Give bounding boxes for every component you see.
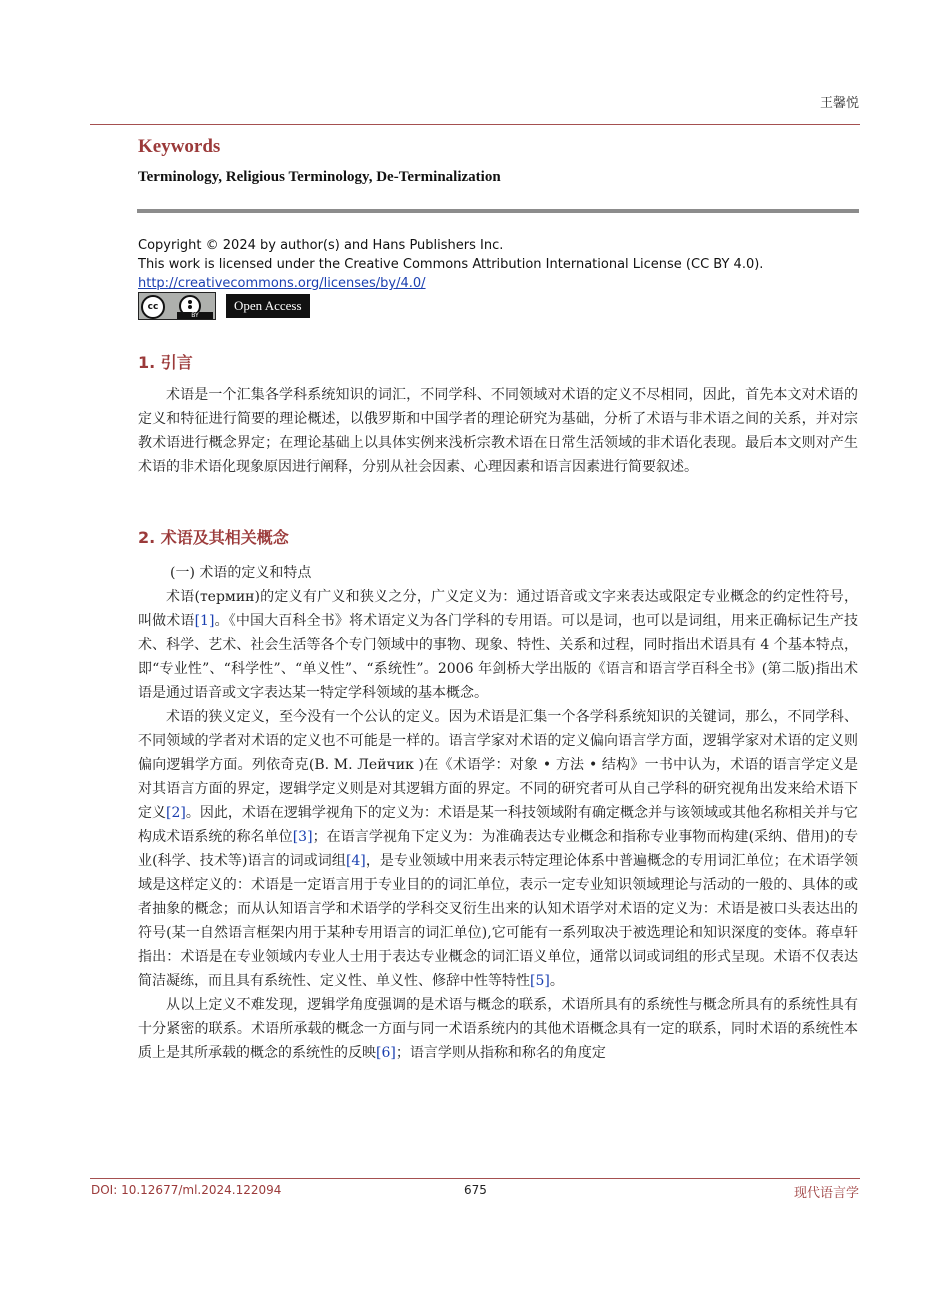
- license-badges: [138, 292, 310, 320]
- header-divider: [90, 124, 860, 125]
- text-run: 从以上定义不难发现，逻辑学角度强调的是术语与概念的联系，术语所具有的系统性与概念所具有的系统性具有十分紧密的联系。术语所承载的概念一方面与同一术语系统内的其他术语概念具有一定的联系，同时术语的系统性本质上是其所承载的概念的系统性的反映: [138, 997, 858, 1061]
- text-run: 。《中国大百科全书》将术语定义为各门学科的专用语。可以是词，也可以是词组，用来正确标记生产技术、科学、艺术、社会生活等各个专门领域中的事物、现象、特性、关系和过程，同时指出术语具有 4 个基本特点，即“专业性”、“科学性”、“单义性”、“系统性”。2006 年剑桥大学出版的《语言和语言学百科全书》(第二版)指出术语是通过语音或文字表达某一特定学科领域的基本概念。: [138, 613, 859, 701]
- section-2-title: 2. 术语及其相关概念: [138, 528, 289, 547]
- section-divider: [137, 209, 859, 213]
- license-line: This work is licensed under the Creative Commons Attribution International License (CC BY 4.0).: [138, 257, 764, 272]
- intro-paragraph: 术语是一个汇集各学科系统知识的词汇，不同学科、不同领域对术语的定义不尽相同，因此，首先本文对术语的定义和特征进行简要的理论概述，以俄罗斯和中国学者的理论研究为基础，分析了术语与非术语之间的关系，并对宗教术语进行概念界定；在理论基础上以具体实例来浅析宗教术语在日常生活领域的非术语化表现。最后本文则对产生术语的非术语化现象原因进行阐释，分别从社会因素、心理因素和语言因素进行简要叙述。: [138, 387, 858, 475]
- running-header-author: 王馨悦: [819, 96, 859, 111]
- license-block: [138, 236, 763, 293]
- copyright-line: Copyright © 2024 by author(s) and Hans Publishers Inc.: [138, 238, 504, 253]
- footer-divider: [90, 1178, 860, 1179]
- text-run: 。: [549, 973, 564, 989]
- citation-link[interactable]: [2]: [166, 805, 186, 821]
- journal-name: 现代语言学: [793, 1186, 859, 1201]
- text-run: ，是专业领域中用来表示特定理论体系中普遍概念的专用词汇单位；在术语学领域是这样定义的：术语是一定语言用于专业目的的词汇单位，表示一定专业知识领域理论与活动的一般的、具体的或者抽象的概念；而从认知语言学和术语学的学科交叉衍生出来的认知术语学对术语的定义为：术语是被口头表达出的符号(某一自然语言框架内用于某种专用语言的词汇单位),它可能有一系列取决于被选理论和知识深度的变体。蒋卓轩指出：术语是在专业领域内专业人士用于表达专业概念的词汇语义单位，通常以词或词组的形式呈现。术语不仅表达简洁凝练，而且具有系统性、定义性、单义性、修辞中性等特性: [138, 853, 858, 989]
- section-1-body: [138, 383, 858, 479]
- footer-doi[interactable]: DOI: 10.12677/ml.2024.122094: [91, 1183, 282, 1197]
- definition-paragraph-1: [138, 585, 858, 705]
- text-run: ；在语言学视角下定义为：为准确表达专业概念和指称专业事物而构建(采纳、借用)的专业(科学、技术等)语言的词或词组: [138, 829, 859, 869]
- by-label: BY: [177, 312, 213, 319]
- section-2-body: [138, 585, 858, 1065]
- citation-link[interactable]: [5]: [530, 973, 550, 989]
- text-run: 术语的狭义定义，至今没有一个公认的定义。因为术语是汇集一个各学科系统知识的关键词，那么，不同学科、不同领域的学者对术语的定义也不可能是一样的。语言学家对术语的定义偏向语言学方面，逻辑学家对术语的定义则偏向逻辑学方面。列依奇克(В. М. Лейчик )在《术语学：对象 • 方法 • 结构》一书中认为，术语的语言学定义是对其语言方面的界定，逻辑学定义则是对其逻辑方面的界定。不同的研究者可从自己学科的研究视角出发来给术语下定义: [138, 709, 858, 821]
- text-run: 。因此，术语在逻辑学视角下的定义为：术语是某一科技领域附有确定概念并与该领域或其他名称相关并与它构成术语系统的称名单位: [138, 805, 859, 845]
- definition-paragraph-3: [138, 993, 858, 1065]
- license-link[interactable]: http://creativecommons.org/licenses/by/4.0/: [138, 276, 426, 291]
- page-number: 675: [464, 1183, 487, 1197]
- text-run: ；语言学则从指称和称名的角度定: [395, 1045, 606, 1061]
- text-run: 术语(термин)的定义有广义和狭义之分，广义定义为：通过语音或文字来表达或限定专业概念的约定性符号，叫做术语: [138, 589, 858, 629]
- citation-link[interactable]: [3]: [292, 829, 313, 845]
- citation-link[interactable]: [4]: [345, 853, 366, 869]
- cc-by-badge: [138, 292, 216, 320]
- keywords-list: Terminology, Religious Terminology, De-Terminalization: [138, 169, 501, 185]
- subsection-heading: (一) 术语的定义和特点: [170, 565, 312, 581]
- citation-link[interactable]: [6]: [376, 1045, 396, 1061]
- cc-icon: cc: [141, 295, 165, 319]
- open-access-badge: Open Access: [226, 294, 310, 318]
- section-1-title: 1. 引言: [138, 353, 193, 372]
- citation-link[interactable]: [1]: [194, 613, 215, 629]
- keywords-heading: Keywords: [138, 136, 221, 157]
- definition-paragraph-2: [138, 705, 858, 993]
